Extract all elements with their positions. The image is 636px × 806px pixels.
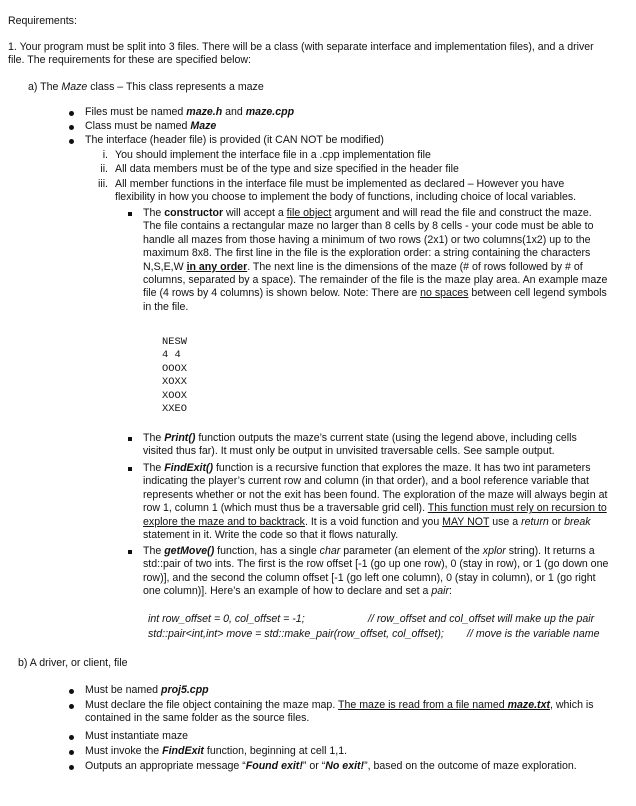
maze-example bbox=[162, 336, 187, 416]
bullet-findexit: Must invoke the FindExit function, beginning at cell 1,1. bbox=[85, 745, 348, 757]
square-bullet bbox=[128, 467, 132, 471]
bullet-dot bbox=[69, 689, 74, 694]
code-comment-1: // row_offset and col_offset will make up the pair bbox=[368, 613, 595, 625]
bullet-dot bbox=[69, 111, 74, 116]
heading: Requirements: bbox=[8, 15, 77, 27]
square-bullet bbox=[128, 550, 132, 554]
findexit-paragraph: The FindExit() function is a recursive function that explores the maze. It has two int parameters indicating the player’s current row and column (in that order), and a bool reference variable that represents whether or not the exit has been found. The exploration of the maze will always begin at row 1, column 1 (which must thus be a traversable grid cell). This function must rely on recursion to explore the maze and to backtrack. It is a void function and you MAY NOT use a return or break statement in it. Write the code so that it flows naturally. bbox=[143, 462, 608, 542]
bullet-instantiate: Must instantiate maze bbox=[85, 730, 189, 742]
bullet-proj5: Must be named proj5.cpp bbox=[85, 684, 209, 696]
bullet-class-name: Class must be named Maze bbox=[85, 120, 217, 132]
section-b-title: b) A driver, or client, file bbox=[18, 657, 128, 669]
maze-line: NESW bbox=[162, 336, 187, 348]
square-bullet bbox=[128, 437, 132, 441]
bullet-interface: The interface (header file) is provided (it CAN NOT be modified) bbox=[85, 134, 384, 146]
roman-numeral: ii. bbox=[100, 163, 108, 175]
maze-line: XXEO bbox=[162, 403, 187, 416]
roman-item-3: All member functions in the interface file must be implemented as declared – However you have flexibility in how you choose to implement the body of functions, including choice of local variables. bbox=[115, 178, 577, 204]
roman-item-1: You should implement the interface file in a .cpp implementation file bbox=[115, 149, 431, 161]
bullet-file-object: Must declare the file object containing the maze map. The maze is read from a file named maze.txt, which is contained in the same folder as the source files. bbox=[85, 699, 594, 725]
bullet-message: Outputs an appropriate message “Found exit!” or “No exit!”, based on the outcome of maze exploration. bbox=[85, 760, 577, 772]
code-comment-2: // move is the variable name bbox=[467, 628, 600, 640]
roman-item-2: All data members must be of the type and size specified in the header file bbox=[115, 163, 459, 175]
roman-numeral: i. bbox=[102, 149, 108, 161]
square-bullet bbox=[128, 212, 132, 216]
print-paragraph: The Print() function outputs the maze’s current state (using the legend above, including cells visited thus far). It must only be output in unvisited traversable cells. See sample output. bbox=[143, 432, 577, 458]
bullet-dot bbox=[69, 139, 74, 144]
bullet-dot bbox=[69, 765, 74, 770]
roman-numeral: iii. bbox=[97, 178, 108, 190]
code-line-1: int row_offset = 0, col_offset = -1; bbox=[148, 613, 305, 625]
getmove-paragraph: The getMove() function, has a single char parameter (an element of the xplor string). It returns a std::pair of two ints. The first is the row offset [-1 (go up one row), 0 (stay in row), or 1 (go down one row)], and the second the column offset [-1 (go left one column), 0 (stay in column), or 1 (go right one column)]. Here’s an example of how to declare and set a pair: bbox=[143, 545, 609, 598]
bullet-dot bbox=[69, 125, 74, 130]
constructor-paragraph: The constructor will accept a file object argument and will read the file and construct the maze. The file contains a rectangular maze no larger than 8 cells by 8 cells - your code must be able to handle all mazes from those having a minimum of two rows (2x1) or two columns(1x2) up to the maximum 8x8. The first line in the file is the exploration order: a string containing the characters N,S,E,W in any order. The next line is the dimensions of the maze (# of rows followed by # of columns, separated by a space). The remainder of the file is the maze play area. An example maze file (4 rows by 4 columns) is shown below. Note: There are no spaces between cell legend symbols in the file. bbox=[143, 207, 608, 313]
intro-paragraph: 1. Your program must be split into 3 files. There will be a class (with separate interface and implementation files), and a driver file. The requirements for these are specified below: bbox=[8, 41, 594, 67]
bullet-files: Files must be named maze.h and maze.cpp bbox=[85, 106, 295, 118]
maze-line: OOOX bbox=[162, 362, 187, 375]
bullet-dot bbox=[69, 704, 74, 709]
maze-line: XOOX bbox=[162, 389, 187, 402]
maze-line: XOXX bbox=[162, 376, 187, 389]
code-line-2: std::pair<int,int> move = std::make_pair(row_offset, col_offset); bbox=[148, 628, 444, 640]
maze-line: 4 4 bbox=[162, 349, 181, 362]
bullet-dot bbox=[69, 735, 74, 740]
bullet-dot bbox=[69, 750, 74, 755]
section-a-title: a) The Maze class – This class represents a maze bbox=[28, 81, 264, 93]
